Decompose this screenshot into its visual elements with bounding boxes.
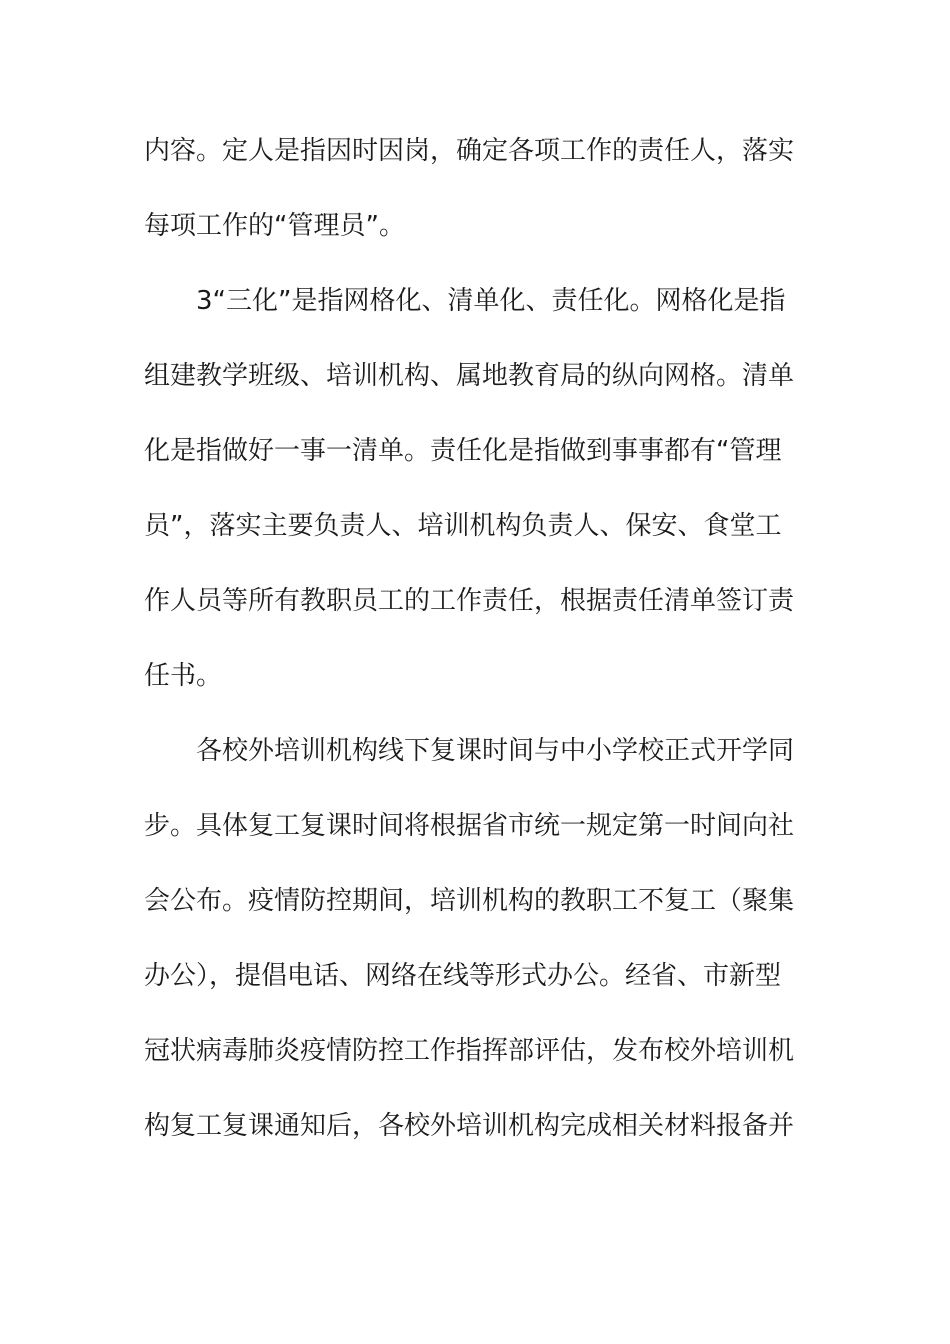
text-line-1: 内容。定人是指因时因岗，确定各项工作的责任人，落实 [144, 136, 795, 166]
text-line-5: 化是指做好一事一清单。责任化是指做到事事都有“管理 [144, 436, 782, 466]
text-line-6: 员”，落实主要负责人、培训机构负责人、保安、食堂工 [144, 511, 782, 541]
text-line-7: 作人员等所有教职员工的工作责任，根据责任清单签订责 [144, 586, 795, 616]
text-line-4: 组建教学班级、培训机构、属地教育局的纵向网格。清单 [144, 361, 795, 391]
text-line-10: 步。具体复工复课时间将根据省市统一规定第一时间向社 [144, 811, 795, 841]
text-line-14: 构复工复课通知后，各校外培训机构完成相关材料报备并 [144, 1111, 795, 1141]
text-line-8: 任书。 [144, 661, 223, 691]
text-line-11: 会公布。疫情防控期间，培训机构的教职工不复工（聚集 [144, 886, 795, 916]
text-line-12: 办公），提倡电话、网络在线等形式办公。经省、市新型 [144, 961, 782, 991]
text-line-2: 每项工作的“管理员”。 [144, 211, 405, 241]
text-line-9: 各校外培训机构线下复课时间与中小学校正式开学同 [196, 736, 795, 766]
text-line-3: 3“三化”是指网格化、清单化、责任化。网格化是指 [196, 286, 786, 316]
text-line-13: 冠状病毒肺炎疫情防控工作指挥部评估，发布校外培训机 [144, 1036, 795, 1066]
